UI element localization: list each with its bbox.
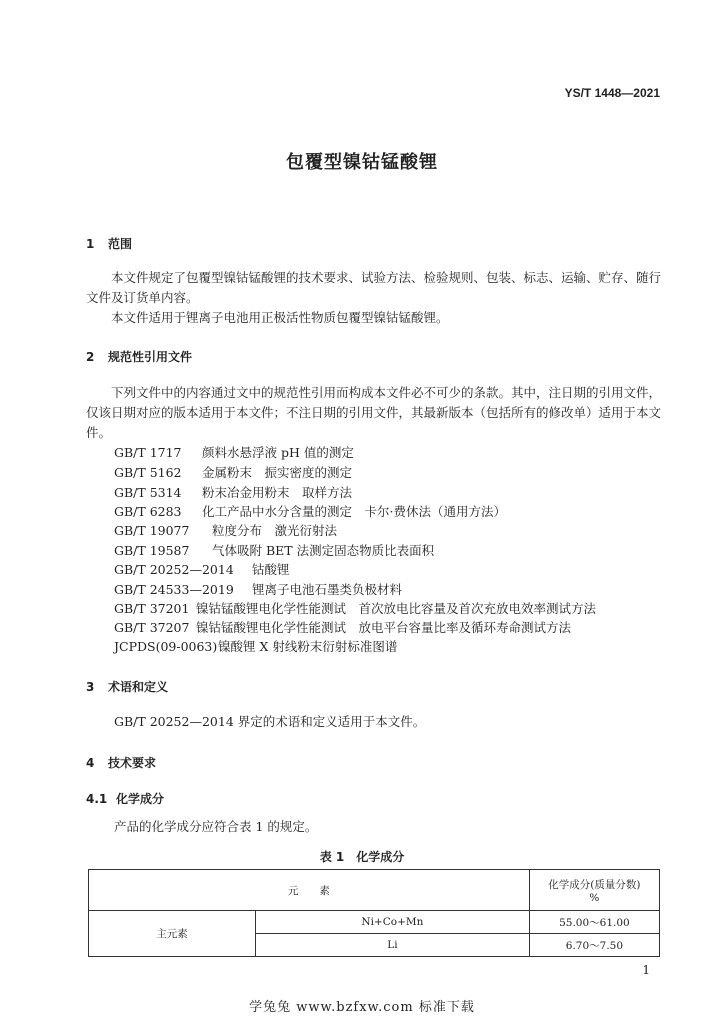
reference-item: [114, 599, 596, 619]
reference-title: 镍钴锰酸锂电化学性能测试 首次放电比容量及首次充放电效率测试方法: [196, 601, 597, 616]
table-caption: 表 1 化学成分: [319, 850, 405, 864]
standard-number: YS/T 1448—2021: [564, 86, 660, 100]
references-intro: 下列文件中的内容通过文中的规范性引用而构成本文件必不可少的条款。其中，注日期的引用文件，仅该日期对应的版本适用于本文件；不注日期的引用文件，其最新版本（包括所有的修改单）适用于本文件。: [86, 385, 662, 440]
reference-title: 化工产品中水分含量的测定 卡尔·费休法（通用方法）: [202, 504, 506, 519]
reference-code: GB/T 1717: [114, 445, 182, 460]
table-header-row: [89, 870, 660, 911]
reference-item: [114, 443, 354, 463]
reference-item: [114, 618, 571, 638]
table-row: [89, 911, 660, 934]
reference-item: [114, 541, 434, 561]
section-title: 技术要求: [108, 756, 157, 770]
page-number: 1: [642, 963, 650, 977]
section-title: 规范性引用文件: [108, 350, 193, 364]
header-element: 元 素: [89, 870, 530, 911]
reference-code: GB/T 5314: [114, 485, 182, 500]
section-number: 3: [86, 680, 95, 694]
section-heading-scope: [86, 235, 132, 252]
element-cell: Ni+Co+Mn: [256, 911, 530, 934]
scope-paragraph-2: 本文件适用于锂离子电池用正极活性物质包覆型镍钴锰酸锂。: [111, 310, 449, 325]
reference-title: 锂离子电池石墨类负极材料: [252, 582, 403, 597]
value-cell: 6.70～7.50: [529, 934, 659, 957]
reference-code: GB/T 37201: [114, 601, 190, 616]
section-number: 1: [86, 237, 95, 251]
reference-code: GB/T 24533—2019: [114, 582, 234, 597]
reference-title: 金属粉末 振实密度的测定: [202, 465, 353, 480]
document-title: 包覆型镍钴锰酸锂: [286, 152, 438, 173]
section-title: 范围: [108, 237, 133, 251]
reference-code: GB/T 19077: [114, 523, 190, 538]
reference-item: [114, 483, 352, 503]
section-heading-normative-references: [86, 348, 192, 365]
section-title: 术语和定义: [108, 680, 169, 694]
reference-code: JCPDS(09-0063): [114, 639, 218, 654]
footer-watermark[interactable]: 学兔兔 www.bzfxw.com 标准下载: [249, 1000, 475, 1015]
reference-item: [114, 463, 352, 483]
subsection-number: 4.1: [86, 792, 108, 806]
reference-title: 颜料水悬浮液 pH 值的测定: [202, 445, 354, 460]
section-number: 4: [86, 756, 95, 770]
chemical-composition-paragraph: 产品的化学成分应符合表 1 的规定。: [114, 819, 318, 834]
reference-title: 粒度分布 激光衍射法: [212, 523, 338, 538]
group-label: 主元素: [89, 911, 256, 957]
reference-title: 粉末冶金用粉末 取样方法: [202, 485, 353, 500]
chemical-composition-table: [88, 869, 660, 957]
reference-code: GB/T 37207: [114, 620, 190, 635]
reference-item: [114, 580, 402, 600]
subsection-title: 化学成分: [116, 792, 165, 806]
reference-title: 钴酸锂: [252, 562, 290, 577]
header-value-label: 化学成分(质量分数): [548, 878, 641, 891]
reference-code: GB/T 6283: [114, 504, 182, 519]
reference-title: 镍钴锰酸锂电化学性能测试 放电平台容量比率及循环寿命测试方法: [196, 620, 572, 635]
reference-item: [114, 521, 337, 541]
value-cell: 55.00～61.00: [529, 911, 659, 934]
reference-code: GB/T 19587: [114, 543, 190, 558]
element-cell: Li: [256, 934, 530, 957]
reference-item: [114, 637, 397, 657]
reference-item: [114, 560, 290, 580]
header-unit: %: [589, 891, 600, 904]
header-value: [529, 870, 659, 911]
scope-paragraph-1: 本文件规定了包覆型镍钴锰酸锂的技术要求、试验方法、检验规则、包装、标志、运输、贮存、随行文件及订货单内容。: [86, 270, 662, 305]
reference-title: 气体吸附 BET 法测定固态物质比表面积: [212, 543, 435, 558]
terms-paragraph: GB/T 20252—2014 界定的术语和定义适用于本文件。: [114, 714, 426, 729]
section-heading-technical-requirements: [86, 754, 156, 771]
section-heading-terms: [86, 678, 168, 695]
reference-item: [114, 502, 506, 522]
subsection-heading-chemical-composition: [86, 790, 164, 807]
reference-title: 镍酸锂 X 射线粉末衍射标准图谱: [218, 639, 398, 654]
reference-code: GB/T 20252—2014: [114, 562, 234, 577]
reference-code: GB/T 5162: [114, 465, 182, 480]
section-number: 2: [86, 350, 95, 364]
